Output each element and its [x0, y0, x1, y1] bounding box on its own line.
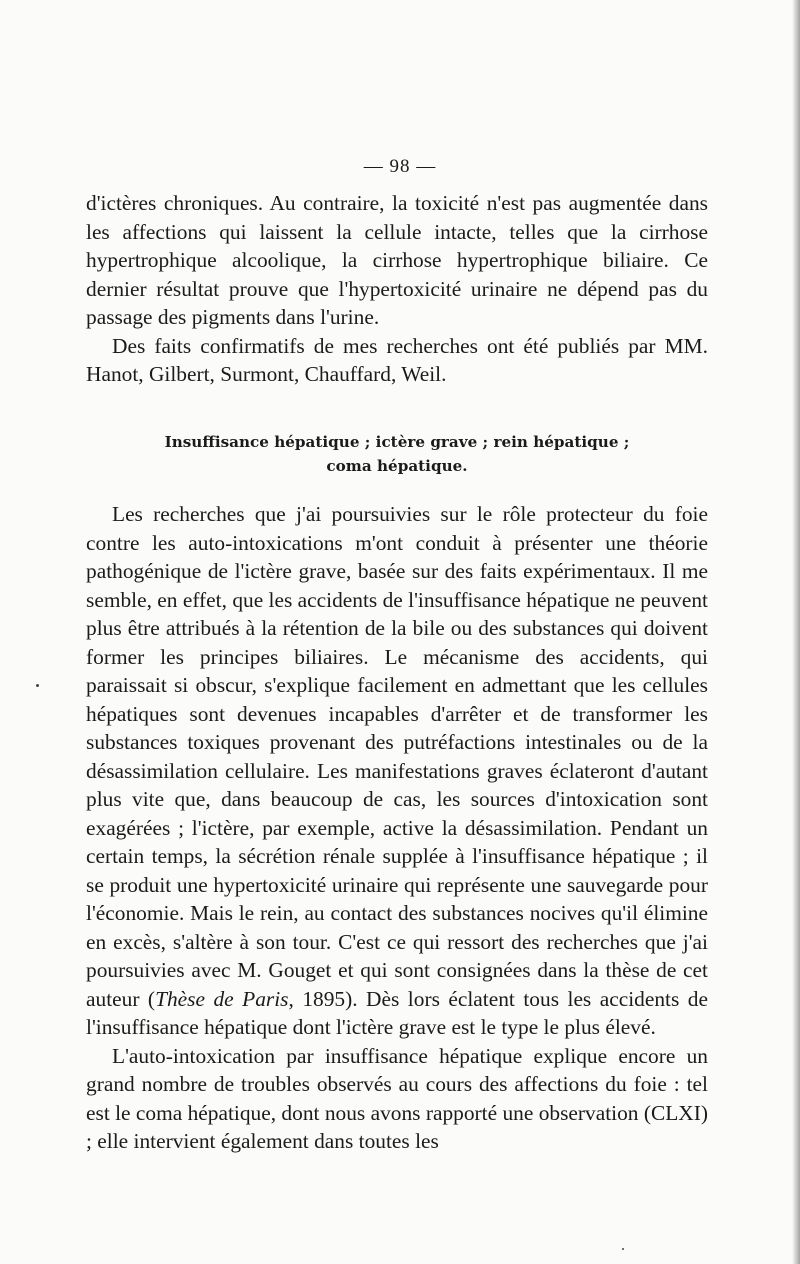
paragraph-ictere-grave-text-b: , 1895). Dès lors éclatent tous les accidents de l'insuffisance hépatique dont l'ictère grave est le type le plus élevé.: [86, 986, 708, 1039]
section-heading-line-2: coma hépatique.: [326, 457, 468, 475]
paragraph-continued: d'ictères chroniques. Au contraire, la toxicité n'est pas augmentée dans les affections qui laissent la cellule intacte, telles que la cirrhose hypertrophique alcoolique, la cirrhose hypertrophique biliaire. Ce dernier résultat prouve que l'hypertoxicité urinaire ne dépend pas du passage des pigments dans l'urine.: [86, 191, 708, 329]
paragraph-coma-hepatique: L'auto-intoxication par insuffisance hépatique explique encore un grand nombre de troubles observés au cours des affections du foie : tel est le coma hépatique, dont nous avons rapporté une observation (CLXI) ; elle intervient également dans toutes les: [86, 1043, 708, 1153]
page-edge-shadow: [792, 0, 800, 1264]
section-heading: [86, 430, 708, 478]
page-number: — 98 —: [363, 156, 437, 177]
paper-speck: [622, 1248, 624, 1250]
intro-text-block: [86, 189, 708, 389]
paragraph-publications: Des faits confirmatifs de mes recherches ont été publiés par MM. Hanot, Gilbert, Surmont, Chauffard, Weil.: [86, 333, 708, 386]
paragraph-ictere-grave: [86, 500, 708, 1042]
section-text-block: [86, 500, 708, 1156]
paragraph-ictere-grave-text-a: Les recherches que j'ai poursuivies sur le rôle protecteur du foie contre les auto-intoxications m'ont conduit à présenter une théorie pathogénique de l'ictère grave, basée sur des faits expérimentaux. Il me semble, en effet, que les accidents de l'insuffisance hépatique ne peuvent plus être attribués à la rétention de la bile ou des substances qui doivent former les principes biliaires. Le mécanisme des accidents, qui paraissait si obscur, s'explique facilement en admettant que les cellules hépatiques sont devenues incapables d'arrêter et de transformer les substances toxiques provenant des putréfactions intestinales ou de la désassimilation cellulaire. Les manifestations graves éclateront d'autant plus vite que, dans beaucoup de cas, les sources d'intoxication sont exagérées ; l'ictère, par exemple, active la désassimilation. Pendant un certain temps, la sécrétion rénale supplée à l'insuffisance hépatique ; il se produit une hypertoxicité urinaire qui représente une sauvegarde pour l'économie. Mais le rein, au contact des substances nocives qu'il élimine en excès, s'altère à son tour. C'est ce qui ressort des recherches que j'ai poursuivies avec M. Gouget et qui sont consignées dans la thèse de cet auteur (: [86, 502, 708, 1011]
thesis-title: Thèse de Paris: [155, 986, 289, 1011]
section-heading-line-1: Insuffisance hépatique ; ictère grave ; rein hépatique ;: [164, 433, 630, 451]
paper-speck: [36, 684, 39, 687]
